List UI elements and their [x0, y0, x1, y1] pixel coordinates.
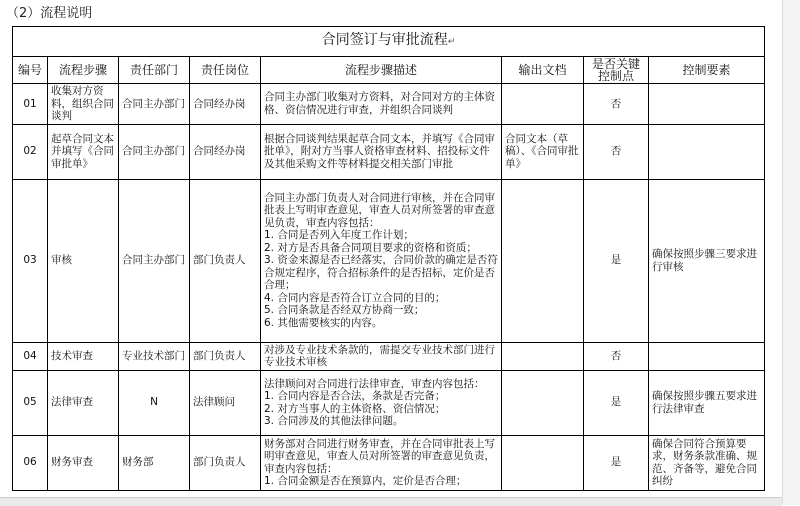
section-heading: （2）流程说明: [6, 6, 93, 21]
cell-desc: 法律顾问对合同进行法律审查，审查内容包括： 1. 合同内容是否合法，条款是否完备； 2. 对方当事人的主体资格、资信情况； 3. 合同涉及的其他法律问题。: [261, 370, 502, 435]
cell-no: 04: [13, 342, 48, 370]
cell-control: [649, 124, 765, 179]
cell-doc: [502, 179, 584, 342]
cell-control: 确保合同符合预算要求，财务条款准确、规范、齐备等，避免合同纠纷: [649, 435, 765, 490]
cell-key: 是: [584, 179, 649, 342]
cell-dept: 财务部: [119, 435, 190, 490]
cell-post: 合同经办岗: [190, 84, 261, 125]
cell-no: 03: [13, 179, 48, 342]
cell-key: 否: [584, 84, 649, 125]
table-row: [13, 370, 765, 435]
header-desc: 流程步骤描述: [261, 57, 502, 84]
cell-desc: 财务部对合同进行财务审查，并在合同审批表上写明审查意见，审查人员对所签署的审查意见负责，审查内容包括： 1. 合同金额是否在预算内，定价是否合理；: [261, 435, 502, 490]
table-header-row: [13, 57, 765, 84]
cell-doc: [502, 342, 584, 370]
cell-post: 部门负责人: [190, 179, 261, 342]
cell-post: 法律顾问: [190, 370, 261, 435]
vertical-scrollbar[interactable]: [782, 0, 800, 505]
header-doc: 输出文档: [502, 57, 584, 84]
cell-key: 是: [584, 435, 649, 490]
table-row: [13, 124, 765, 179]
table-row: [13, 84, 765, 125]
header-control: 控制要素: [649, 57, 765, 84]
cell-step: 法律审查: [48, 370, 119, 435]
cell-step: 收集对方资料，组织合同谈判: [48, 84, 119, 125]
cell-doc: [502, 435, 584, 490]
cell-step: 技术审查: [48, 342, 119, 370]
cell-post: 部门负责人: [190, 342, 261, 370]
cell-doc: [502, 84, 584, 125]
cell-key: 否: [584, 124, 649, 179]
cell-control: [649, 342, 765, 370]
cell-no: 02: [13, 124, 48, 179]
cell-key: 是: [584, 370, 649, 435]
cell-control: 确保按照步骤五要求进行法律审查: [649, 370, 765, 435]
table-row: [13, 179, 765, 342]
cell-doc: 合同文本（草稿）、《合同审批单》: [502, 124, 584, 179]
cell-desc: 合同主办部门收集对方资料，对合同对方的主体资格、资信情况进行审查，并组织合同谈判: [261, 84, 502, 125]
cell-dept: 合同主办部门: [119, 84, 190, 125]
cell-step: 财务审查: [48, 435, 119, 490]
cell-dept: 专业技术部门: [119, 342, 190, 370]
cell-desc: 合同主办部门负责人对合同进行审核，并在合同审批表上写明审查意见，审查人员对所签署的审查意见负责，审查内容包括： 1. 合同是否列入年度工作计划； 2. 对方是否具备合同项目要求的资格和资质； 3. 资金来源是否已经落实，合同价款的确定是否符合规定程序，符合招标条件的是否招标，定价是否合理； 4. 合同内容是否符合订立合同的目的； 5. 合同条款是否经双方协商一致； 6. 其他需要核实的内容。: [261, 179, 502, 342]
cell-control: [649, 84, 765, 125]
header-no: 编号: [13, 57, 48, 84]
table-row: [13, 342, 765, 370]
cell-control: 确保按照步骤三要求进行审核: [649, 179, 765, 342]
header-post: 责任岗位: [190, 57, 261, 84]
header-dept: 责任部门: [119, 57, 190, 84]
cell-dept: N: [119, 370, 190, 435]
cell-doc: [502, 370, 584, 435]
cell-post: 部门负责人: [190, 435, 261, 490]
cell-post: 合同经办岗: [190, 124, 261, 179]
table-row: [13, 435, 765, 490]
header-key: 是否关键控制点: [584, 57, 649, 84]
cell-no: 01: [13, 84, 48, 125]
cell-no: 05: [13, 370, 48, 435]
cell-dept: 合同主办部门: [119, 124, 190, 179]
cell-no: 06: [13, 435, 48, 490]
cell-key: 否: [584, 342, 649, 370]
header-step: 流程步骤: [48, 57, 119, 84]
cell-dept: 合同主办部门: [119, 179, 190, 342]
table-title: 合同签订与审批流程↵: [13, 27, 765, 57]
cell-desc: 根据合同谈判结果起草合同文本，并填写《合同审批单》，附对方当事人资格审查材料、招投标文件及其他采购文件等材料提交相关部门审批: [261, 124, 502, 179]
process-table: [12, 26, 765, 491]
cell-step: 起草合同文本并填写《合同审批单》: [48, 124, 119, 179]
cell-step: 审核: [48, 179, 119, 342]
cell-desc: 对涉及专业技术条款的，需提交专业技术部门进行专业技术审核: [261, 342, 502, 370]
